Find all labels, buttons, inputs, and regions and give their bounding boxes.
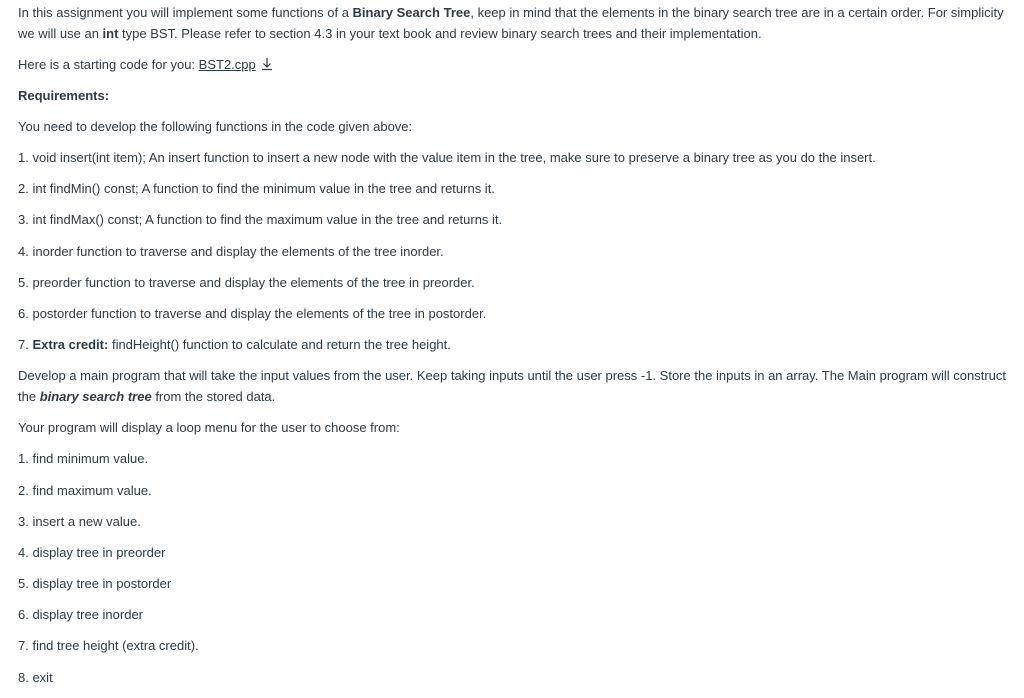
- extra-credit-text: findHeight() function to calculate and return the tree height.: [108, 337, 451, 353]
- main-program-text-1: Develop a main program that will take the input values from the user. Keep taking inputs until the user press -1. Store the inputs in an array. The Main program will construct the: [18, 368, 1007, 405]
- intro-bold-int: int: [102, 26, 119, 41]
- function-number: 7.: [18, 337, 33, 353]
- function-item: [18, 147, 1018, 178]
- functions-list: [18, 147, 1018, 365]
- function-text: postorder function to traverse and display the elements of the tree in postorder.: [32, 305, 487, 321]
- intro-bold-bst: Binary Search Tree: [352, 5, 471, 20]
- menu-item: 1. find minimum value.: [18, 451, 149, 467]
- function-number: 5.: [18, 274, 33, 290]
- function-text: inorder function to traverse and display the elements of the tree inorder.: [32, 243, 444, 259]
- function-text: void insert(int item); An insert function to insert a new node with the value item in the tree, make sure to preserve a binary tree as you do the insert.: [32, 150, 876, 165]
- menu-item: 5. display tree in postorder: [18, 576, 172, 592]
- extra-credit-item: [18, 334, 1018, 365]
- function-number: 3.: [18, 212, 33, 228]
- starter-code-line: [18, 54, 1018, 75]
- function-text: int findMax() const; A function to find the maximum value in the tree and returns it.: [32, 212, 503, 228]
- develop-intro: You need to develop the following functions in the code given above:: [18, 119, 413, 134]
- intro-paragraph: [18, 1, 1018, 44]
- function-item: [18, 303, 1018, 334]
- main-program-bold-italic: binary search tree: [39, 389, 152, 405]
- function-number: 4.: [18, 243, 33, 259]
- intro-text-1: In this assignment you will implement some functions of a: [18, 5, 353, 20]
- requirements-heading-text: Requirements:: [18, 88, 110, 103]
- menu-item: 3. insert a new value.: [18, 513, 141, 529]
- intro-text-3: type BST. Please refer to section 4.3 in your text book and review binary search trees and their implementation.: [118, 26, 762, 41]
- main-program-text-2: from the stored data.: [151, 389, 276, 405]
- requirements-heading: [18, 85, 1018, 106]
- function-text: preorder function to traverse and display the elements of the tree in preorder.: [32, 274, 475, 290]
- function-number: 2.: [18, 181, 33, 197]
- intro-text-2: , keep in mind that the elements in the binary search tree are in a certain order. For simplicity we will use an: [18, 5, 1004, 41]
- menu-item: 6. display tree inorder: [18, 607, 144, 623]
- assignment-content: [0, 1, 1018, 698]
- function-number: 6.: [18, 305, 33, 321]
- menu-item: 4. display tree in preorder: [18, 544, 166, 560]
- function-number: 1.: [18, 150, 33, 165]
- menu-intro: Your program will display a loop menu for the user to choose from:: [18, 420, 400, 436]
- function-text: int findMin() const; A function to find the minimum value in the tree and returns it.: [32, 181, 495, 197]
- download-icon[interactable]: [260, 56, 274, 70]
- starter-prefix: Here is a starting code for you:: [18, 57, 199, 72]
- bst2-file-link[interactable]: BST2.cpp: [198, 57, 256, 72]
- extra-credit-label: Extra credit:: [32, 337, 109, 353]
- menu-item: 8. exit: [18, 669, 53, 685]
- menu-list: [18, 448, 1018, 698]
- function-item: [18, 209, 1018, 240]
- function-item: [18, 241, 1018, 272]
- function-item: [18, 178, 1018, 209]
- main-program-paragraph: [18, 365, 1018, 407]
- function-item: [18, 272, 1018, 303]
- menu-item: 7. find tree height (extra credit).: [18, 638, 199, 654]
- menu-item: 2. find maximum value.: [18, 482, 152, 498]
